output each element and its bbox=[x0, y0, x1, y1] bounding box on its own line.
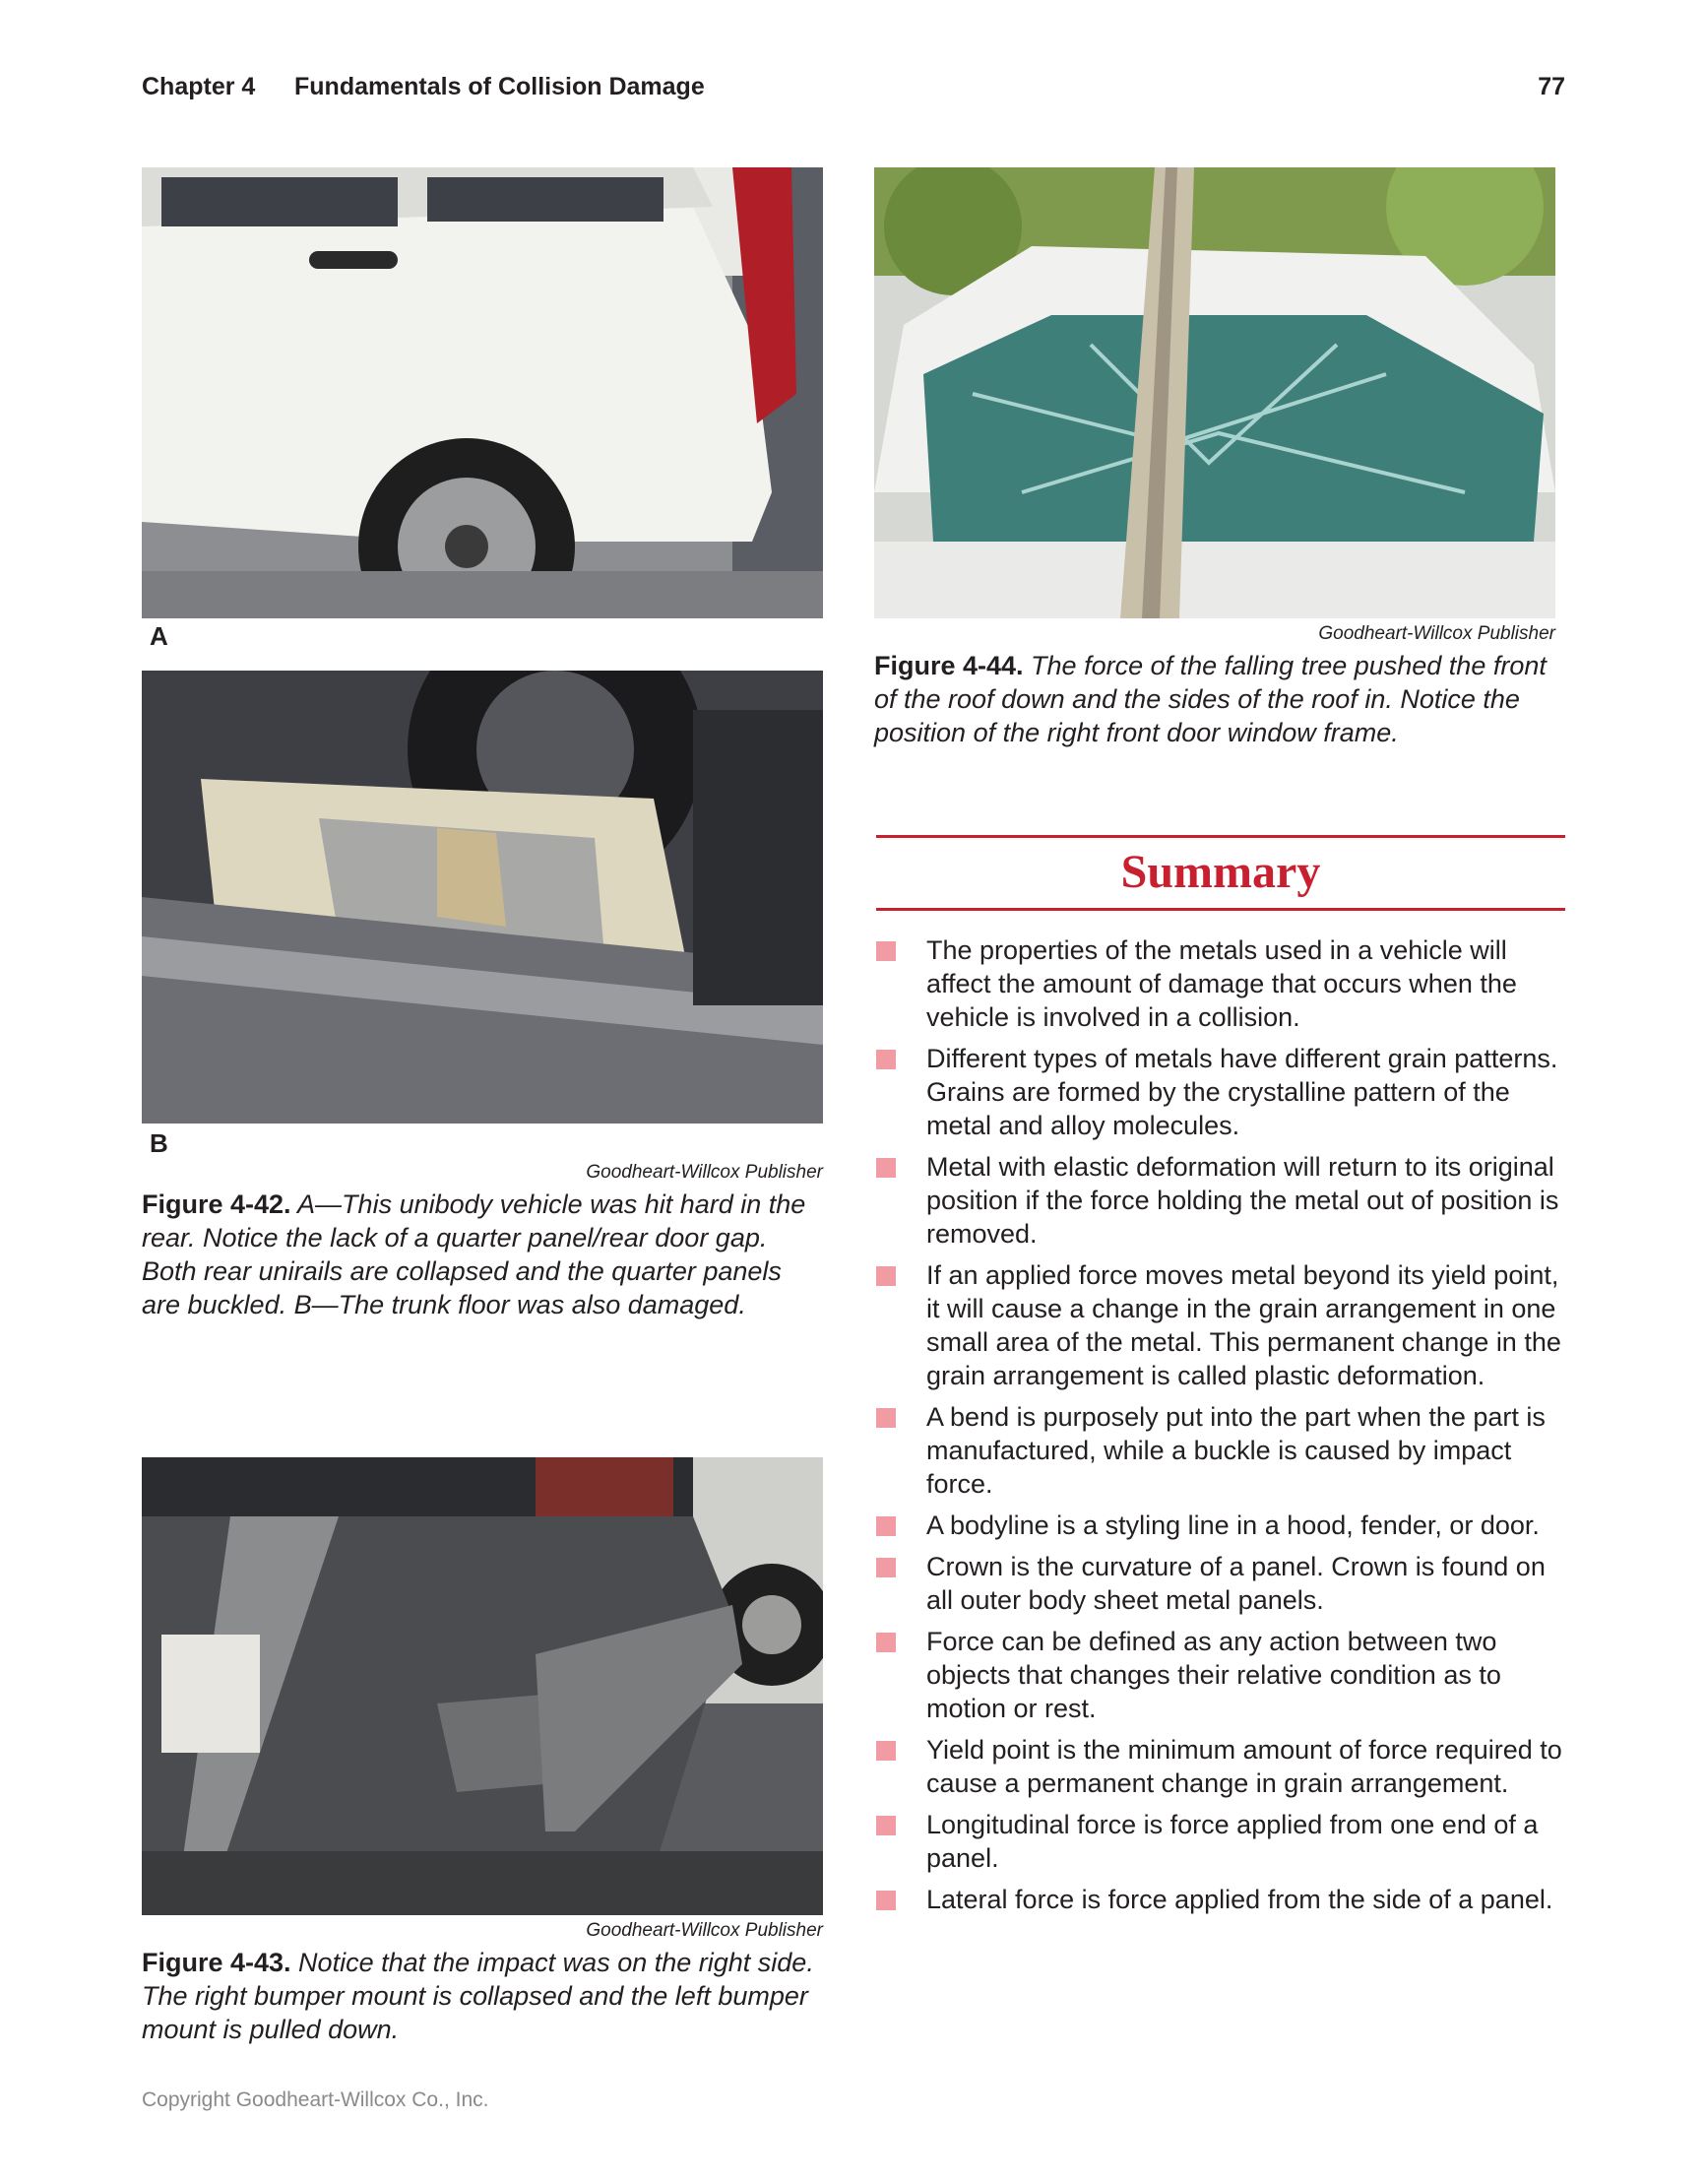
summary-item-text: Force can be defined as any action between two objects that changes their relative condition as to motion or rest. bbox=[926, 1627, 1501, 1723]
summary-list bbox=[876, 933, 1565, 1924]
summary-item-text: A bodyline is a styling line in a hood, fender, or door. bbox=[926, 1510, 1540, 1540]
summary-item bbox=[876, 1258, 1565, 1392]
bullet-square-icon bbox=[876, 1816, 896, 1835]
bullet-square-icon bbox=[876, 1516, 896, 1536]
bullet-square-icon bbox=[876, 1558, 896, 1577]
bullet-square-icon bbox=[876, 1633, 896, 1652]
summary-item bbox=[876, 1400, 1565, 1501]
bullet-square-icon bbox=[876, 1266, 896, 1286]
copyright-footer: Copyright Goodheart-Willcox Co., Inc. bbox=[142, 2088, 489, 2111]
summary-item-text: Yield point is the minimum amount of force required to cause a permanent change in grain arrangement. bbox=[926, 1735, 1562, 1798]
summary-item bbox=[876, 1509, 1565, 1542]
chapter-number: Chapter 4 bbox=[142, 73, 256, 100]
figure-4-42b-photo bbox=[142, 671, 823, 1124]
panel-label-a: A bbox=[150, 621, 168, 651]
bullet-square-icon bbox=[876, 1741, 896, 1761]
summary-bottom-rule bbox=[876, 908, 1565, 911]
figure-4-44-credit: Goodheart-Willcox Publisher bbox=[1318, 623, 1555, 644]
running-header bbox=[142, 73, 1565, 108]
bullet-square-icon bbox=[876, 1158, 896, 1178]
summary-item-text: Different types of metals have different grain patterns. Grains are formed by the crystalline pattern of the metal and alloy molecules. bbox=[926, 1044, 1558, 1140]
bullet-square-icon bbox=[876, 1891, 896, 1910]
figure-4-44-caption-text: The force of the falling tree pushed the front of the roof down and the sides of the roof in. Notice the position of the right front door window frame. bbox=[874, 651, 1547, 747]
summary-item bbox=[876, 1733, 1565, 1800]
figure-4-43-caption bbox=[142, 1946, 823, 2046]
summary-item bbox=[876, 1150, 1565, 1251]
figure-4-44-label: Figure 4-44. bbox=[874, 651, 1024, 680]
summary-item-text: Lateral force is force applied from the side of a panel. bbox=[926, 1885, 1553, 1914]
summary-heading: Summary bbox=[1120, 846, 1321, 898]
summary-item bbox=[876, 933, 1565, 1034]
summary-top-rule bbox=[876, 835, 1565, 838]
figure-4-43-caption-text: Notice that the impact was on the right side. The right bumper mount is collapsed and the left bumper mount is pulled down. bbox=[142, 1948, 814, 2044]
figure-4-42-credit: Goodheart-Willcox Publisher bbox=[586, 1162, 823, 1183]
summary-item-text: Longitudinal force is force applied from one end of a panel. bbox=[926, 1810, 1539, 1873]
figure-4-43-photo bbox=[142, 1457, 823, 1915]
figure-4-43-credit: Goodheart-Willcox Publisher bbox=[586, 1920, 823, 1941]
summary-item-text: Metal with elastic deformation will return to its original position if the force holding the metal out of position is removed. bbox=[926, 1152, 1559, 1249]
figure-4-42-caption-text: A—This unibody vehicle was hit hard in the rear. Notice the lack of a quarter panel/rear door gap. Both rear unirails are collapsed and the quarter panels are buckled. B—The trunk floor was also damaged. bbox=[142, 1189, 806, 1319]
summary-item bbox=[876, 1042, 1565, 1142]
summary-item bbox=[876, 1808, 1565, 1875]
summary-item-text: The properties of the metals used in a vehicle will affect the amount of damage that occurs when the vehicle is involved in a collision. bbox=[926, 935, 1517, 1032]
summary-item-text: Crown is the curvature of a panel. Crown is found on all outer body sheet metal panels. bbox=[926, 1552, 1546, 1615]
summary-item bbox=[876, 1550, 1565, 1617]
bullet-square-icon bbox=[876, 1050, 896, 1069]
chapter-title: Fundamentals of Collision Damage bbox=[294, 73, 705, 100]
figure-4-42-label: Figure 4-42. bbox=[142, 1189, 291, 1219]
summary-item bbox=[876, 1625, 1565, 1725]
figure-4-44-photo bbox=[874, 167, 1555, 618]
page-number: 77 bbox=[1538, 73, 1565, 100]
summary-item-text: A bend is purposely put into the part when the part is manufactured, while a buckle is caused by impact force. bbox=[926, 1402, 1546, 1499]
panel-label-b: B bbox=[150, 1128, 168, 1158]
figure-4-43-label: Figure 4-43. bbox=[142, 1948, 291, 1977]
figure-4-42-caption bbox=[142, 1188, 823, 1321]
bullet-square-icon bbox=[876, 1408, 896, 1428]
summary-item bbox=[876, 1883, 1565, 1916]
bullet-square-icon bbox=[876, 941, 896, 961]
summary-item-text: If an applied force moves metal beyond its yield point, it will cause a change in the grain arrangement in one small area of the metal. This permanent change in the grain arrangement is called plastic deformation. bbox=[926, 1260, 1561, 1390]
figure-4-42a-photo bbox=[142, 167, 823, 618]
figure-4-44-caption bbox=[874, 649, 1563, 749]
